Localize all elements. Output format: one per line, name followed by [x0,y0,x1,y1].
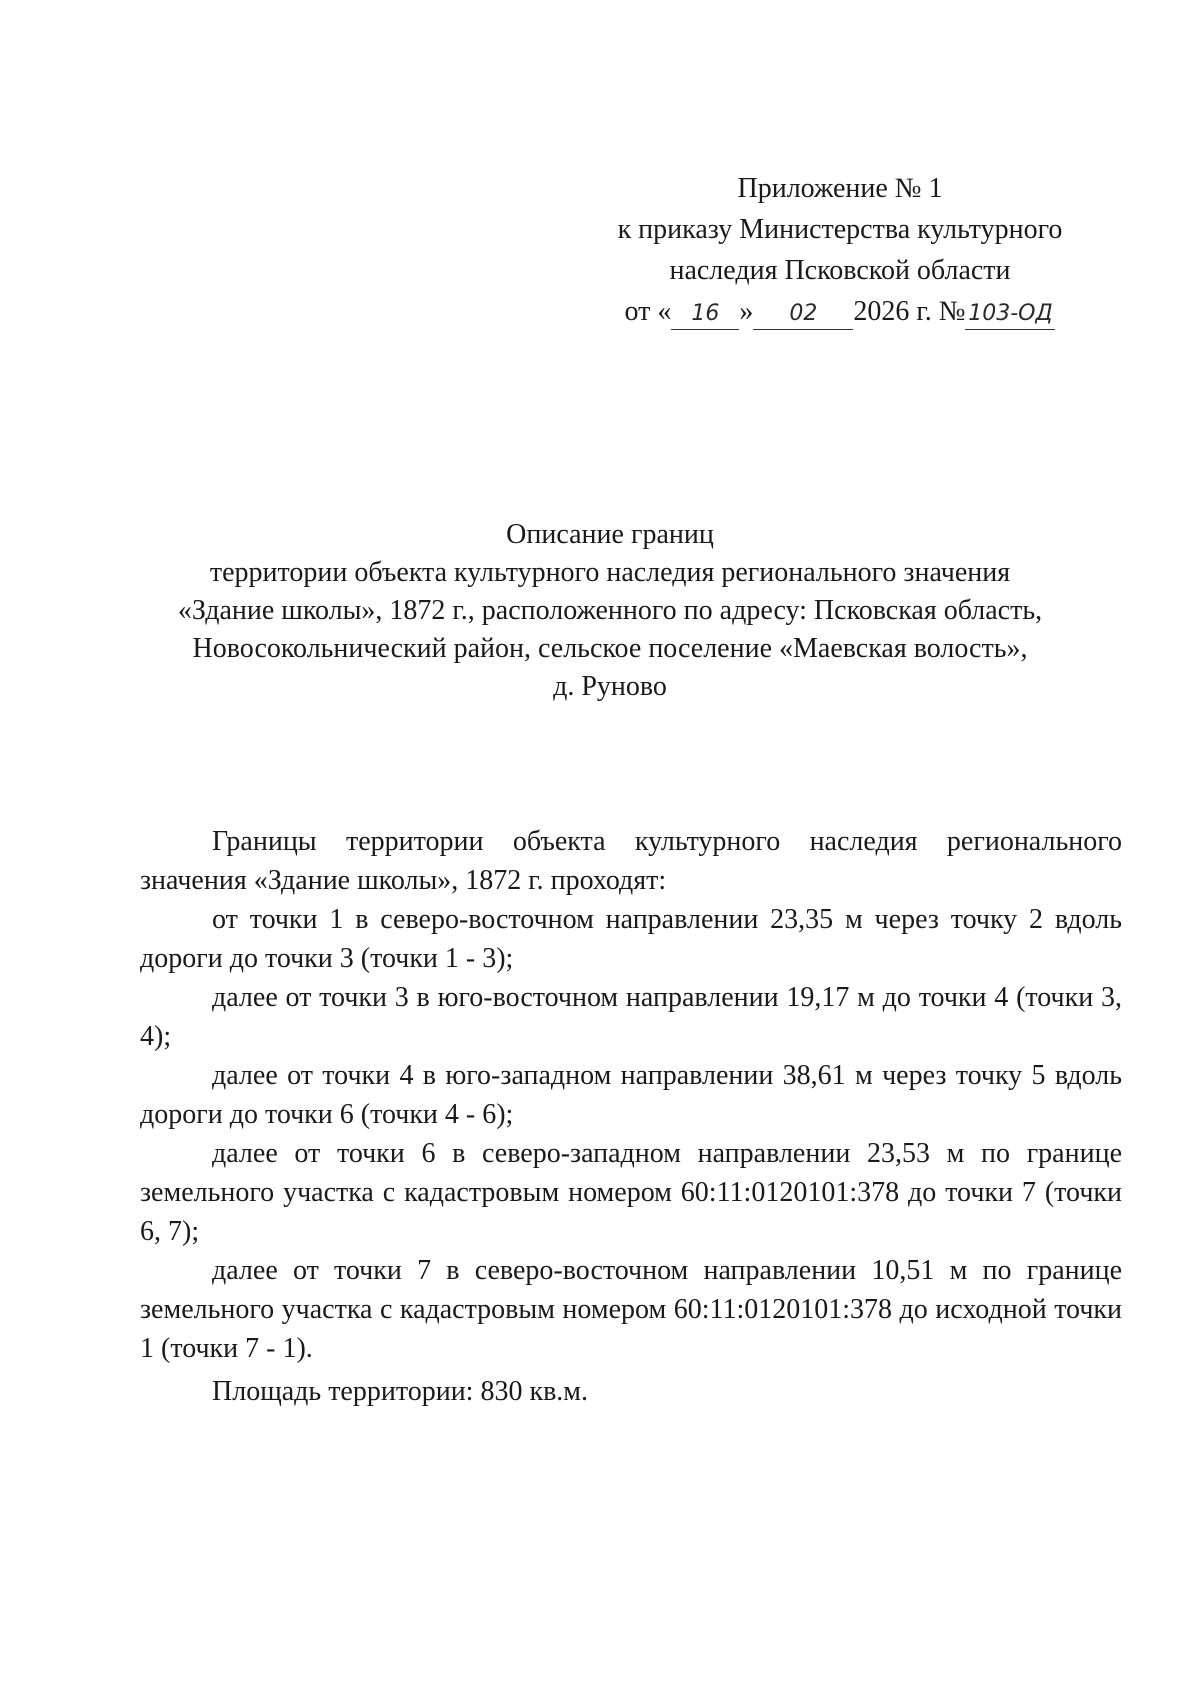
date-month-handwritten: 02 [753,299,853,330]
body-paragraph-segment-2: далее от точки 3 в юго-восточном направлении 19,17 м до точки 4 (точки 3, 4); [140,982,1122,1052]
date-day-handwritten: 16 [671,299,739,330]
appendix-order-ref: к приказу Министерства культурного [617,214,1063,245]
appendix-date-line [560,291,1120,332]
title-line-2: территории объекта культурного наследия регионального значения [209,557,1011,588]
order-number-handwritten: 103-ОД [965,299,1055,330]
body-paragraph-segment-3: далее от точки 4 в юго-западном направлении 38,61 м через точку 5 вдоль дороги до точки 6 (точки 4 - 6); [140,1060,1122,1130]
date-quote-close: » [739,296,754,327]
body-paragraph-segment-5: далее от точки 7 в северо-восточном направлении 10,51 м по границе земельного участка с кадастровым номером 60:11:0120101:378 до исходной точки 1 (точки 7 - 1). [140,1255,1122,1364]
appendix-authority: наследия Псковской области [669,255,1011,286]
body-paragraph-segment-4: далее от точки 6 в северо-западном направлении 23,53 м по границе земельного участка с кадастровым номером 60:11:0120101:378 до точки 7 (точки 6, 7); [140,1138,1122,1247]
title-line-1: Описание границ [506,519,714,550]
document-body [140,822,1122,1411]
body-paragraph-segment-1: от точки 1 в северо-восточном направлении 23,35 м через точку 2 вдоль дороги до точки 3 (точки 1 - 3); [140,904,1122,974]
appendix-title: Приложение № 1 [737,173,943,204]
title-line-3: «Здание школы», 1872 г., расположенного по адресу: Псковская область, [177,595,1043,626]
appendix-header [560,168,1120,332]
date-prefix: от « [624,296,672,327]
body-paragraph-intro: Границы территории объекта культурного наследия регионального значения «Здание школы», 1872 г. проходят: [140,826,1122,896]
title-line-4: Новосокольнический район, сельское поселение «Маевская волость», [192,633,1028,664]
document-title [140,516,1080,706]
date-year-suffix: 2026 г. № [853,296,966,327]
body-area: Площадь территории: 830 кв.м. [212,1376,589,1407]
title-line-5: д. Руново [553,671,667,702]
